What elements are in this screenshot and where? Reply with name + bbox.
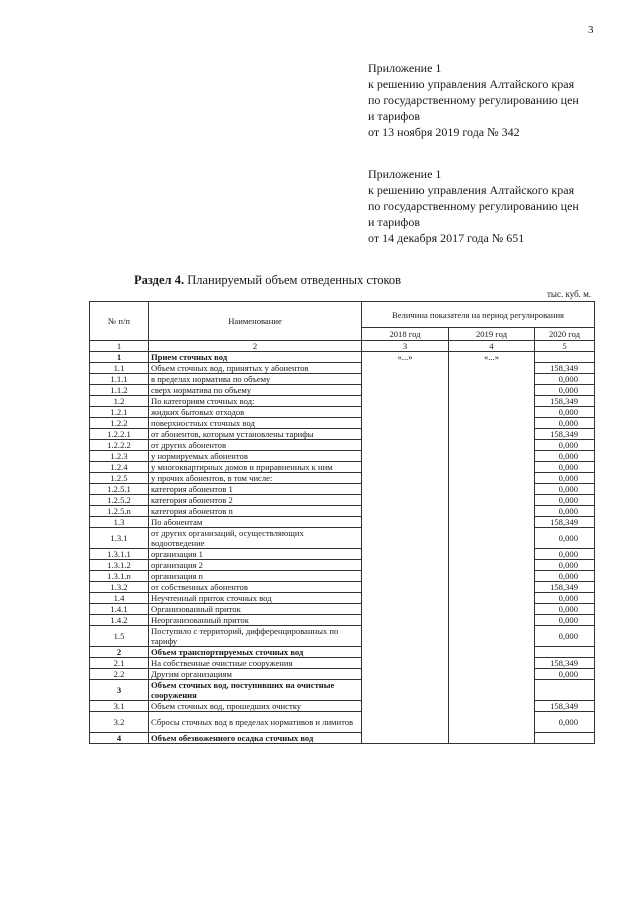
row-number: 1.3.2 xyxy=(90,582,149,593)
section-title xyxy=(134,273,401,288)
row-name: По абонентам xyxy=(149,517,362,528)
row-number: 1.5 xyxy=(90,626,149,647)
header-period: Величина показателя на период регулирования xyxy=(362,302,595,328)
value-2020: 0,000 xyxy=(535,626,595,647)
row-name: Объем сточных вод, поступивших на очистные сооружения xyxy=(149,680,362,701)
value-2020: 0,000 xyxy=(535,528,595,549)
row-number: 1.1 xyxy=(90,363,149,374)
value-2020: 158,349 xyxy=(535,658,595,669)
row-number: 1.3.1 xyxy=(90,528,149,549)
row-number: 1.4 xyxy=(90,593,149,604)
appendix-header-current xyxy=(368,60,579,140)
value-2018-placeholder: «...» xyxy=(362,352,449,744)
appendix-line: к решению управления Алтайского края xyxy=(368,77,575,91)
row-name: Неучтенный приток сточных вод xyxy=(149,593,362,604)
value-2019-placeholder: «...» xyxy=(449,352,535,744)
value-2020: 158,349 xyxy=(535,517,595,528)
table-body xyxy=(90,352,595,744)
row-name: жидких бытовых отходов xyxy=(149,407,362,418)
row-number: 1.2.2.2 xyxy=(90,440,149,451)
value-2020 xyxy=(535,733,595,744)
value-2020: 0,000 xyxy=(535,571,595,582)
appendix-line: по государственному регулированию цен xyxy=(368,199,579,213)
row-number: 1.3 xyxy=(90,517,149,528)
appendix-line: и тарифов xyxy=(368,109,421,123)
row-number: 1.3.1.2 xyxy=(90,560,149,571)
row-number: 1.1.2 xyxy=(90,385,149,396)
row-name: Объем сточных вод, принятых у абонентов xyxy=(149,363,362,374)
header-year-2020: 2020 год xyxy=(535,328,595,341)
appendix-line: и тарифов xyxy=(368,215,421,229)
value-2020: 0,000 xyxy=(535,473,595,484)
row-number: 3.1 xyxy=(90,701,149,712)
row-name: Неорганизованный приток xyxy=(149,615,362,626)
value-2020: 158,349 xyxy=(535,582,595,593)
row-name: категория абонентов 2 xyxy=(149,495,362,506)
appendix-line: от 13 ноября 2019 года № 342 xyxy=(368,125,520,139)
value-2020: 0,000 xyxy=(535,407,595,418)
value-2020: 0,000 xyxy=(535,712,595,733)
row-name: у нормируемых абонентов xyxy=(149,451,362,462)
value-2020 xyxy=(535,352,595,363)
value-2020: 0,000 xyxy=(535,604,595,615)
row-number: 1.4.1 xyxy=(90,604,149,615)
row-name: Поступило с территорий, дифференцированных по тарифу xyxy=(149,626,362,647)
col-number: 2 xyxy=(149,341,362,352)
row-number: 4 xyxy=(90,733,149,744)
header-name: Наименование xyxy=(149,302,362,341)
row-number: 1.3.1.1 xyxy=(90,549,149,560)
value-2020: 0,000 xyxy=(535,560,595,571)
row-number: 1.2.5.1 xyxy=(90,484,149,495)
row-number: 1.3.1.n xyxy=(90,571,149,582)
col-number: 5 xyxy=(535,341,595,352)
appendix-line: Приложение 1 xyxy=(368,167,442,181)
value-2020 xyxy=(535,680,595,701)
value-2020: 0,000 xyxy=(535,385,595,396)
row-name: сверх норматива по объему xyxy=(149,385,362,396)
row-number: 2.2 xyxy=(90,669,149,680)
row-number: 1.1.1 xyxy=(90,374,149,385)
row-name: от других абонентов xyxy=(149,440,362,451)
value-2020: 0,000 xyxy=(535,440,595,451)
row-number: 1.4.2 xyxy=(90,615,149,626)
row-name: у прочих абонентов, в том числе: xyxy=(149,473,362,484)
row-name: организация 1 xyxy=(149,549,362,560)
section-title-text: Планируемый объем отведенных стоков xyxy=(187,273,402,287)
row-name: Прием сточных вод xyxy=(149,352,362,363)
row-name: Объем транспортируемых сточных вод xyxy=(149,647,362,658)
row-name: По категориям сточных вод: xyxy=(149,396,362,407)
row-number: 3 xyxy=(90,680,149,701)
appendix-header-original xyxy=(368,166,579,246)
row-name: в пределах норматива по объему xyxy=(149,374,362,385)
row-number: 3.2 xyxy=(90,712,149,733)
appendix-line: Приложение 1 xyxy=(368,61,442,75)
row-name: от собственных абонентов xyxy=(149,582,362,593)
value-2020: 0,000 xyxy=(535,462,595,473)
row-number: 1.2.5 xyxy=(90,473,149,484)
table-row xyxy=(90,352,595,363)
row-name: категория абонентов 1 xyxy=(149,484,362,495)
value-2020: 0,000 xyxy=(535,495,595,506)
units-label: тыс. куб. м. xyxy=(547,289,592,299)
row-number: 1.2.5.n xyxy=(90,506,149,517)
header-num: № п/п xyxy=(90,302,149,341)
row-number: 2 xyxy=(90,647,149,658)
row-name: от других организаций, осуществляющих водоотведение xyxy=(149,528,362,549)
value-2020: 0,000 xyxy=(535,506,595,517)
value-2020: 0,000 xyxy=(535,451,595,462)
row-name: организация 2 xyxy=(149,560,362,571)
col-number: 3 xyxy=(362,341,449,352)
appendix-line: к решению управления Алтайского края xyxy=(368,183,575,197)
row-number: 1 xyxy=(90,352,149,363)
row-name: Организованный приток xyxy=(149,604,362,615)
row-number: 2.1 xyxy=(90,658,149,669)
row-name: поверхностных сточных вод xyxy=(149,418,362,429)
col-number: 4 xyxy=(449,341,535,352)
row-name: от абонентов, которым установлены тарифы xyxy=(149,429,362,440)
row-name: Объем сточных вод, прошедших очистку xyxy=(149,701,362,712)
wastewater-volume-table xyxy=(89,301,595,744)
row-name: Другим организациям xyxy=(149,669,362,680)
row-name: На собственные очистные сооружения xyxy=(149,658,362,669)
appendix-line: по государственному регулированию цен xyxy=(368,93,579,107)
value-2020 xyxy=(535,647,595,658)
row-name: Сбросы сточных вод в пределах нормативов и лимитов xyxy=(149,712,362,733)
page-number: 3 xyxy=(588,24,594,36)
value-2020: 0,000 xyxy=(535,593,595,604)
appendix-line: от 14 декабря 2017 года № 651 xyxy=(368,231,525,245)
section-label: Раздел 4. xyxy=(134,273,185,287)
row-number: 1.2.4 xyxy=(90,462,149,473)
value-2020: 0,000 xyxy=(535,615,595,626)
value-2020: 0,000 xyxy=(535,549,595,560)
header-year-2019: 2019 год xyxy=(449,328,535,341)
col-number: 1 xyxy=(90,341,149,352)
row-name: у многоквартирных домов и приравненных к ним xyxy=(149,462,362,473)
value-2020: 158,349 xyxy=(535,363,595,374)
row-number: 1.2.3 xyxy=(90,451,149,462)
row-number: 1.2.2.1 xyxy=(90,429,149,440)
value-2020: 158,349 xyxy=(535,701,595,712)
value-2020: 0,000 xyxy=(535,374,595,385)
value-2020: 158,349 xyxy=(535,429,595,440)
row-number: 1.2.1 xyxy=(90,407,149,418)
value-2020: 0,000 xyxy=(535,484,595,495)
value-2020: 158,349 xyxy=(535,396,595,407)
row-number: 1.2.2 xyxy=(90,418,149,429)
row-name: организация n xyxy=(149,571,362,582)
header-year-2018: 2018 год xyxy=(362,328,449,341)
row-number: 1.2 xyxy=(90,396,149,407)
value-2020: 0,000 xyxy=(535,669,595,680)
row-number: 1.2.5.2 xyxy=(90,495,149,506)
value-2020: 0,000 xyxy=(535,418,595,429)
row-name: категория абонентов n xyxy=(149,506,362,517)
row-name: Объем обезвоженного осадка сточных вод xyxy=(149,733,362,744)
